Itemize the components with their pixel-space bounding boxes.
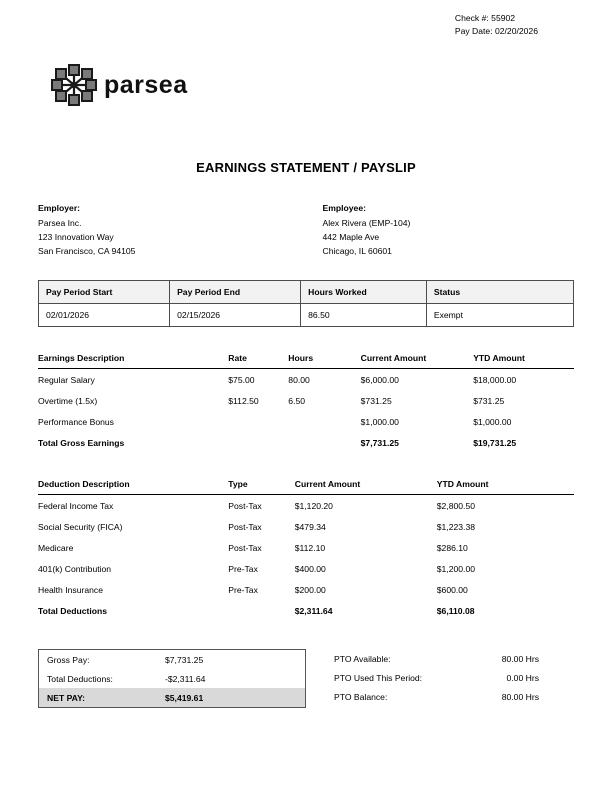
cell-description: Regular Salary (38, 374, 95, 385)
cell-total-label: Total Deductions (38, 605, 108, 616)
cell-current: $112.10 (294, 542, 326, 553)
col-status: Status (426, 280, 573, 303)
pto-balance-row (334, 687, 574, 706)
col-current-amount: Current Amount (361, 353, 474, 369)
cell-description: Health Insurance (38, 584, 103, 595)
col-deduction-description: Deduction Description (38, 479, 228, 495)
cell-current: $1,000.00 (360, 416, 399, 427)
parties-section (38, 202, 574, 259)
cell-description: Overtime (1.5x) (38, 395, 98, 406)
employee-street: 442 Maple Ave (322, 231, 380, 242)
cell-type: Post-Tax (228, 500, 262, 511)
table-row (39, 303, 574, 326)
table-header-row (38, 353, 574, 369)
employee-name: Alex Rivera (EMP-104) (322, 217, 411, 228)
table-header-row (38, 479, 574, 495)
pay-summary-box (38, 649, 306, 708)
pto-available-label: PTO Available: (334, 653, 391, 664)
pto-summary-box (306, 649, 574, 708)
pto-used-label: PTO Used This Period: (334, 672, 423, 683)
cell-total-hours (288, 432, 360, 453)
cell-total-current: $2,311.64 (294, 605, 333, 616)
table-row (38, 516, 574, 537)
cell-type: Post-Tax (228, 542, 262, 553)
cell-status: Exempt (426, 303, 573, 326)
cell-total-ytd: $19,731.25 (473, 437, 517, 448)
cell-description: Performance Bonus (38, 416, 114, 427)
gross-pay-row (39, 650, 305, 669)
cell-type: Pre-Tax (228, 584, 258, 595)
cell-hours: 6.50 (288, 395, 306, 406)
table-row (38, 579, 574, 600)
cell-hours (288, 411, 360, 432)
cell-pay-period-start: 02/01/2026 (39, 303, 170, 326)
total-deductions-row (39, 669, 305, 688)
cell-current: $479.34 (294, 521, 326, 532)
table-total-row (38, 600, 574, 621)
pay-period-table (38, 280, 574, 327)
cell-ytd: $18,000.00 (473, 374, 517, 385)
employer-city-state-zip: San Francisco, CA 94105 (38, 245, 136, 256)
brand-lockup (48, 62, 188, 108)
pto-used-value: 0.00 Hrs (506, 672, 539, 683)
cell-ytd: $731.25 (473, 395, 505, 406)
table-header-row (39, 280, 574, 303)
table-row (38, 558, 574, 579)
col-current-amount: Current Amount (295, 479, 437, 495)
check-number: Check #: 55902 (454, 13, 516, 23)
table-row (38, 368, 574, 390)
table-row (38, 411, 574, 432)
cell-description: Medicare (38, 542, 74, 553)
cell-type: Post-Tax (228, 521, 262, 532)
document-header (38, 0, 574, 132)
employer-street: 123 Innovation Way (38, 231, 114, 242)
earnings-table (38, 353, 574, 453)
cell-rate (228, 411, 288, 432)
gross-pay-label: Gross Pay: (47, 654, 90, 665)
pto-used-row (334, 668, 574, 687)
cell-hours-worked: 86.50 (301, 303, 427, 326)
pto-balance-label: PTO Balance: (334, 691, 388, 702)
cell-ytd: $2,800.50 (436, 500, 475, 511)
table-row (38, 494, 574, 516)
table-row (38, 537, 574, 558)
employee-city-state-zip: Chicago, IL 60601 (322, 245, 392, 256)
employer-label: Employer: (38, 203, 81, 213)
col-rate: Rate (228, 353, 288, 369)
cell-rate: $75.00 (228, 374, 255, 385)
cell-current: $400.00 (294, 563, 326, 574)
employer-block (38, 202, 290, 259)
net-pay-row (39, 688, 305, 707)
col-ytd-amount: YTD Amount (437, 479, 574, 495)
cell-description: Social Security (FICA) (38, 521, 123, 532)
cell-description: Federal Income Tax (38, 500, 114, 511)
pto-balance-value: 80.00 Hrs (501, 691, 539, 702)
net-pay-label: NET PAY: (47, 692, 86, 703)
table-total-row (38, 432, 574, 453)
check-meta (455, 12, 538, 39)
brand-name: parsea (104, 70, 188, 99)
cell-current: $200.00 (294, 584, 326, 595)
cell-total-type (228, 600, 294, 621)
table-row (38, 390, 574, 411)
gross-pay-value: $7,731.25 (165, 654, 204, 665)
cell-current: $731.25 (360, 395, 392, 406)
cell-ytd: $600.00 (436, 584, 468, 595)
summary-section (38, 649, 574, 708)
employee-block (290, 202, 575, 259)
cell-type: Pre-Tax (228, 563, 258, 574)
col-earnings-description: Earnings Description (38, 353, 228, 369)
deductions-table (38, 479, 574, 621)
cell-total-current: $7,731.25 (360, 437, 399, 448)
cell-description: 401(k) Contribution (38, 563, 112, 574)
total-deductions-label: Total Deductions: (47, 673, 113, 684)
cell-total-label: Total Gross Earnings (38, 437, 125, 448)
cell-ytd: $1,000.00 (473, 416, 512, 427)
pto-available-value: 80.00 Hrs (501, 653, 539, 664)
employee-label: Employee: (322, 203, 366, 213)
col-ytd-amount: YTD Amount (473, 353, 574, 369)
pto-available-row (334, 649, 574, 668)
cell-current: $6,000.00 (360, 374, 399, 385)
total-deductions-value: -$2,311.64 (165, 673, 206, 684)
network-node-hub-icon (48, 62, 100, 108)
employer-name: Parsea Inc. (38, 217, 82, 228)
cell-current: $1,120.20 (294, 500, 333, 511)
col-hours: Hours (288, 353, 360, 369)
cell-pay-period-end: 02/15/2026 (170, 303, 301, 326)
cell-total-rate (228, 432, 288, 453)
net-pay-value: $5,419.61 (165, 692, 204, 703)
cell-total-ytd: $6,110.08 (436, 605, 475, 616)
cell-ytd: $286.10 (436, 542, 468, 553)
col-hours-worked: Hours Worked (301, 280, 427, 303)
col-type: Type (228, 479, 294, 495)
cell-hours: 80.00 (288, 374, 310, 385)
cell-ytd: $1,200.00 (436, 563, 475, 574)
page-title: EARNINGS STATEMENT / PAYSLIP (196, 160, 416, 175)
cell-rate: $112.50 (228, 395, 259, 406)
pay-date: Pay Date: 02/20/2026 (454, 26, 538, 37)
col-pay-period-start: Pay Period Start (39, 280, 170, 303)
cell-ytd: $1,223.38 (436, 521, 475, 532)
col-pay-period-end: Pay Period End (170, 280, 301, 303)
